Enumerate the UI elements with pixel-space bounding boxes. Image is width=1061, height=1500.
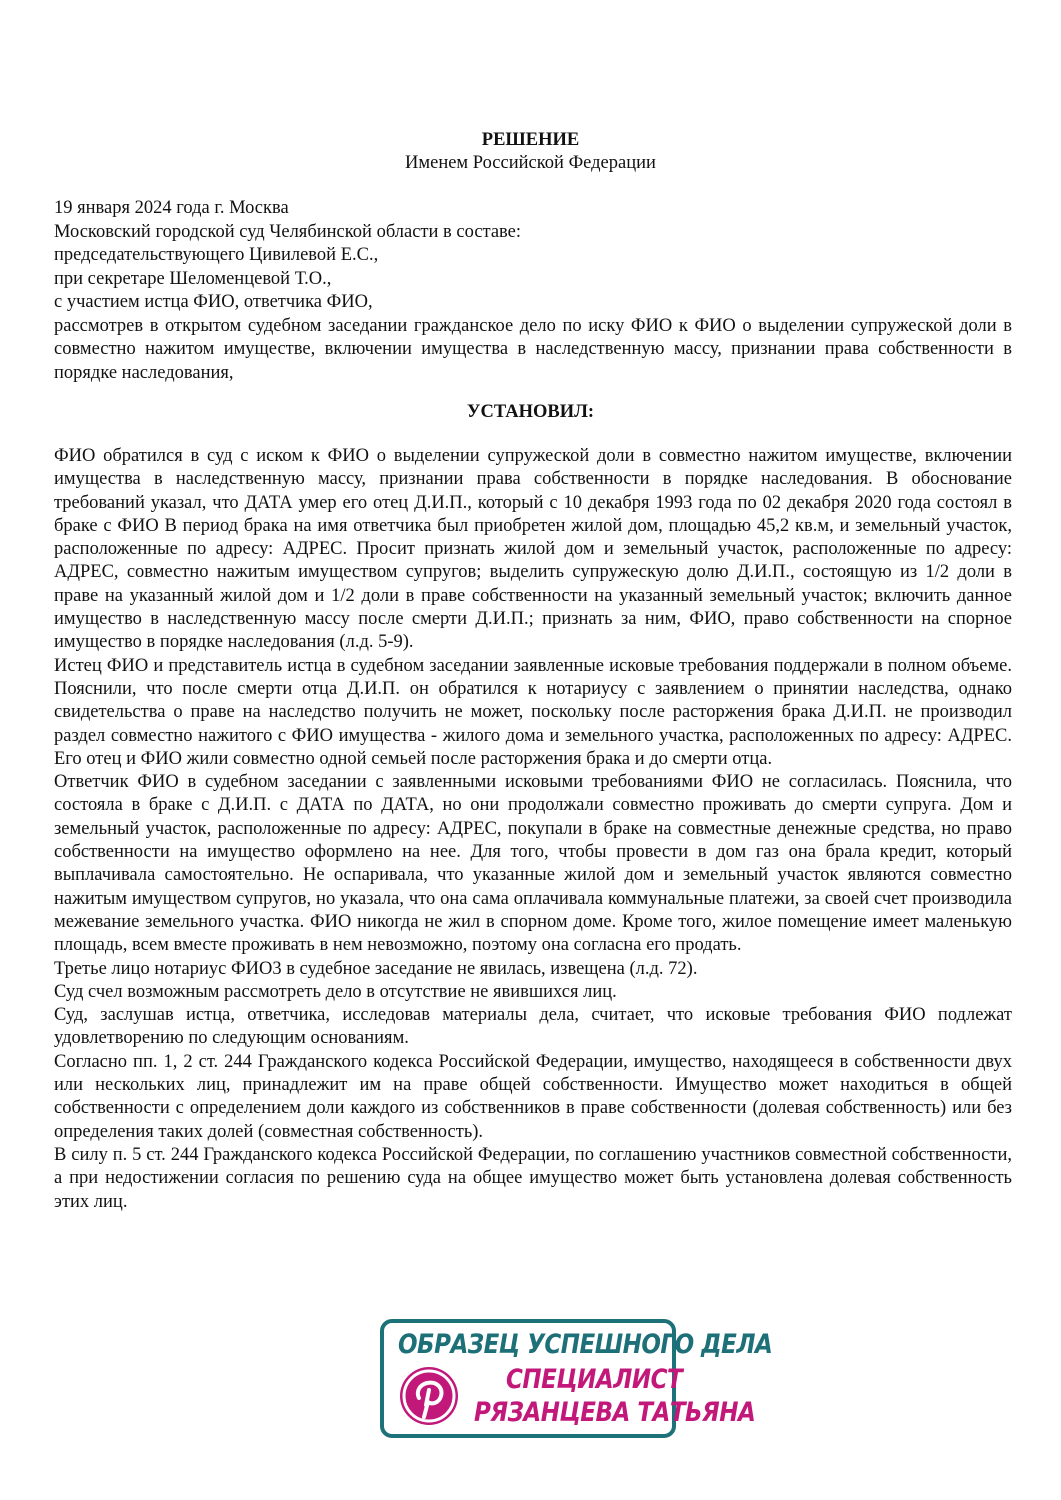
section-title: УСТАНОВИЛ:: [466, 402, 595, 422]
paragraph: Ответчик ФИО в судебном заседании с заявленными исковыми требованиями ФИО не согласилась. Пояснила, что состояла в браке с Д.И.П. с ДАТА по ДАТА, но они продолжали совместно проживать до смерти супруга. Дом и земельный участок, расположенные по адресу: АДРЕС, покупали в браке на совместные денежные средства, но право собственности на имущество оформлено на нее. Для того, чтобы провести в дом газ она брала кредит, который выплачивала самостоятельно. Не оспаривала, что указанные жилой дом и земельный участок являются совместно нажитым имуществом супругов, но указала, что она сама оплачивала коммунальные платежи, за своей счет производила межевание земельного участка. ФИО никогда не жил в спорном доме. Кроме того, жилое помещение имеет маленькую площадь, всем вместе проживать в нем невозможно, поэтому она согласна его продать.: [54, 772, 1012, 956]
intro-block: [54, 197, 1012, 385]
stamp-line-name: РЯЗАНЦЕВА ТАТЬЯНА: [474, 1398, 756, 1428]
document-title: РЕШЕНИЕ: [481, 130, 580, 150]
paragraph: В силу п. 5 ст. 244 Гражданского кодекса Российской Федерации, по соглашению участников совместной собственности, а при недостижении согласия по решению суда на общее имущество может быть установлена долевая собственность этих лиц.: [54, 1144, 1012, 1212]
paragraph: Суд счел возможным рассмотреть дело в отсутствие не явившихся лиц.: [54, 981, 617, 1002]
document-subtitle: Именем Российской Федерации: [405, 153, 656, 173]
intro-parties-line: с участием истца ФИО, ответчика ФИО,: [54, 292, 373, 312]
paragraph: ФИО обратился в суд с иском к ФИО о выделении супружеской доли в совместно нажитом имуществе, включении имущества в наследственную массу, признании права собственности в порядке наследования. В обоснование требований указал, что ДАТА умер его отец Д.И.П., который с 10 декабря 1993 года по 02 декабря 2020 года состоял в браке с ФИО В период брака на имя ответчика был приобретен жилой дом, площадью 45,2 кв.м, и земельный участок, расположенные по адресу: АДРЕС. Просит признать жилой дом и земельный участок, расположенные по адресу: АДРЕС, совместно нажитым имуществом супругов; выделить супружескую долю Д.И.П., состоящую из 1/2 доли в праве на указанный жилой дом и 1/2 доли в праве собственности на указанный земельный участок; включить данное имущество в наследственную массу после смерти Д.И.П.; признать за ним, ФИО, право собственности на спорное имущество в порядке наследования (л.д. 5-9).: [54, 446, 1012, 653]
intro-paragraph: рассмотрев в открытом судебном заседании гражданское дело по иску ФИО к ФИО о выделении супружеской доли в совместно нажитом имуществе, включении имущества в наследственную массу, признании права собственности в порядке наследования,: [54, 315, 1012, 383]
stamp-line-sample: ОБРАЗЕЦ УСПЕШНОГО ДЕЛА: [398, 1330, 773, 1360]
body-text: [54, 445, 1012, 1214]
intro-judge-line: председательствующего Цивилевой Е.С.,: [54, 245, 379, 265]
intro-court-line: Московский городской суд Челябинской области в составе:: [54, 221, 522, 242]
paragraph: Третье лицо нотариус ФИО3 в судебное заседание не явилась, извещена (л.д. 72).: [54, 958, 698, 979]
paragraph: Истец ФИО и представитель истца в судебном заседании заявленные исковые требования поддержали в полном объеме. Пояснили, что после смерти отца Д.И.П. он обратился к нотариусу с заявлением о принятии наследства, однако свидетельства о праве на наследство получить не может, поскольку после расторжения брака Д.И.П. не производил раздел совместно нажитого с ФИО имущества - жилого дома и земельного участка, расположенных по адресу: АДРЕС. Его отец и ФИО жили совместно одной семьей после расторжения брака и до смерти отца.: [54, 655, 1012, 769]
intro-date-line: 19 января 2024 года г. Москва: [54, 198, 289, 218]
paragraph: Согласно пп. 1, 2 ст. 244 Гражданского кодекса Российской Федерации, имущество, находящееся в собственности двух или нескольких лиц, принадлежит им на праве общей собственности. Имущество может находиться в общей собственности с определением доли каждого из собственников в праве собственности (долевая собственность) или без определения таких долей (совместная собственность).: [54, 1051, 1012, 1142]
sample-stamp: [380, 1319, 773, 1438]
intro-secretary-line: при секретаре Шеломенцевой Т.О.,: [54, 268, 332, 289]
paragraph: Суд, заслушав истца, ответчика, исследовав материалы дела, считает, что исковые требования ФИО подлежат удовлетворению по следующим основаниям.: [54, 1005, 1012, 1049]
pinterest-icon: [398, 1365, 460, 1427]
stamp-line-specialist: СПЕЦИАЛИСТ: [506, 1365, 683, 1395]
